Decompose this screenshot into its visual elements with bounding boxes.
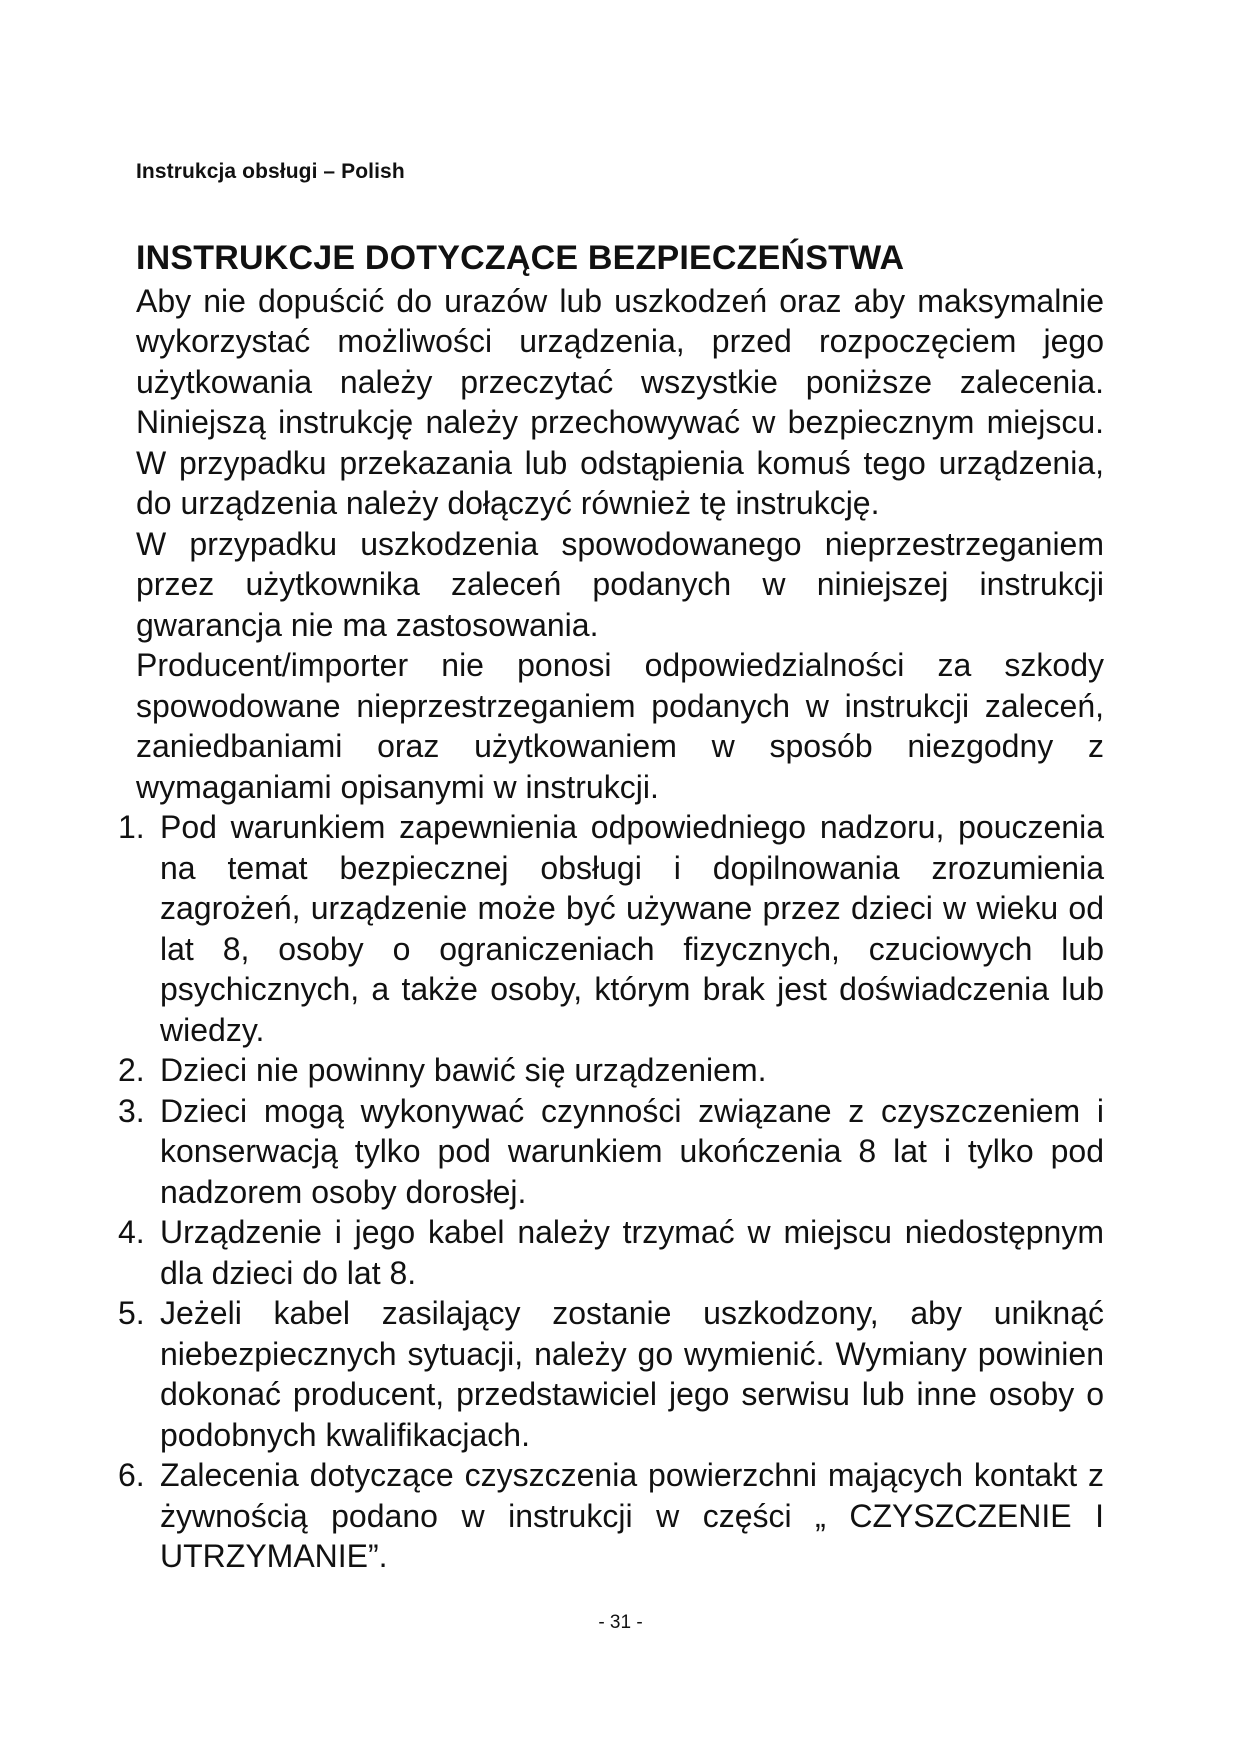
- list-text: Pod warunkiem zapewnienia odpowiedniego nadzoru, pouczenia na temat bezpiecznej obsługi i dopilnowania zrozumienia zagrożeń, urządzenie może być używane przez dzieci w wieku od lat 8, osoby o ograniczeniach fizycznych, czuciowych lub psychicznych, a także osoby, którym brak jest doświadczenia lub wiedzy.: [160, 809, 1104, 1048]
- list-text: Dzieci mogą wykonywać czynności związane z czyszczeniem i konserwacją tylko pod warunkiem ukończenia 8 lat i tylko pod nadzorem osoby dorosłej.: [160, 1092, 1104, 1210]
- list-number: 3.: [118, 1092, 145, 1129]
- list-item: [118, 1091, 1104, 1213]
- intro-paragraph: Aby nie dopuścić do urazów lub uszkodzeń oraz aby maksymalnie wykorzystać możliwości urządzenia, przed rozpoczęciem jego użytkowania należy przeczytać wszystkie poniższe zalecenia. Niniejszą instrukcję należy przechowywać w bezpiecznym miejscu. W przypadku przekazania lub odstąpienia komuś tego urządzenia, do urządzenia należy dołączyć również tę instrukcję.: [136, 282, 1104, 522]
- list-item: [118, 1293, 1104, 1455]
- safety-list: [118, 807, 1104, 1577]
- list-item: [118, 1455, 1104, 1577]
- warranty-paragraph: W przypadku uszkodzenia spowodowanego nieprzestrzeganiem przez użytkownika zaleceń podanych w niniejszej instrukcji gwarancja nie ma zastosowania.: [136, 525, 1104, 643]
- list-number: 5.: [118, 1295, 145, 1332]
- list-text: Urządzenie i jego kabel należy trzymać w miejscu niedostępnym dla dzieci do lat 8.: [160, 1214, 1104, 1291]
- section-title: INSTRUKCJE DOTYCZĄCE BEZPIECZEŃSTWA: [136, 239, 905, 277]
- list-number: 4.: [118, 1214, 145, 1251]
- list-text: Zalecenia dotyczące czyszczenia powierzchni mających kontakt z żywnością podano w instrukcji w części „ CZYSZCZENIE I UTRZYMANIE”.: [160, 1457, 1104, 1575]
- safety-section: [118, 238, 1104, 1577]
- list-number: 2.: [118, 1052, 145, 1089]
- list-text: Dzieci nie powinny bawić się urządzeniem.: [160, 1052, 767, 1089]
- running-header: Instrukcja obsługi – Polish: [136, 160, 405, 183]
- list-number: 1.: [118, 809, 145, 846]
- list-item: [118, 807, 1104, 1050]
- list-item: [118, 1050, 1104, 1091]
- liability-paragraph: Producent/importer nie ponosi odpowiedzialności za szkody spowodowane nieprzestrzeganiem podanych w instrukcji zaleceń, zaniedbaniami oraz użytkowaniem w sposób niezgodny z wymaganiami opisanymi w instrukcji.: [136, 647, 1104, 805]
- list-text: Jeżeli kabel zasilający zostanie uszkodzony, aby uniknąć niebezpiecznych sytuacji, należy go wymienić. Wymiany powinien dokonać producent, przedstawiciel jego serwisu lub inne osoby o podobnych kwalifikacjach.: [160, 1295, 1104, 1453]
- list-item: [118, 1212, 1104, 1293]
- list-number: 6.: [118, 1457, 145, 1494]
- page-number: - 31 -: [598, 1612, 643, 1633]
